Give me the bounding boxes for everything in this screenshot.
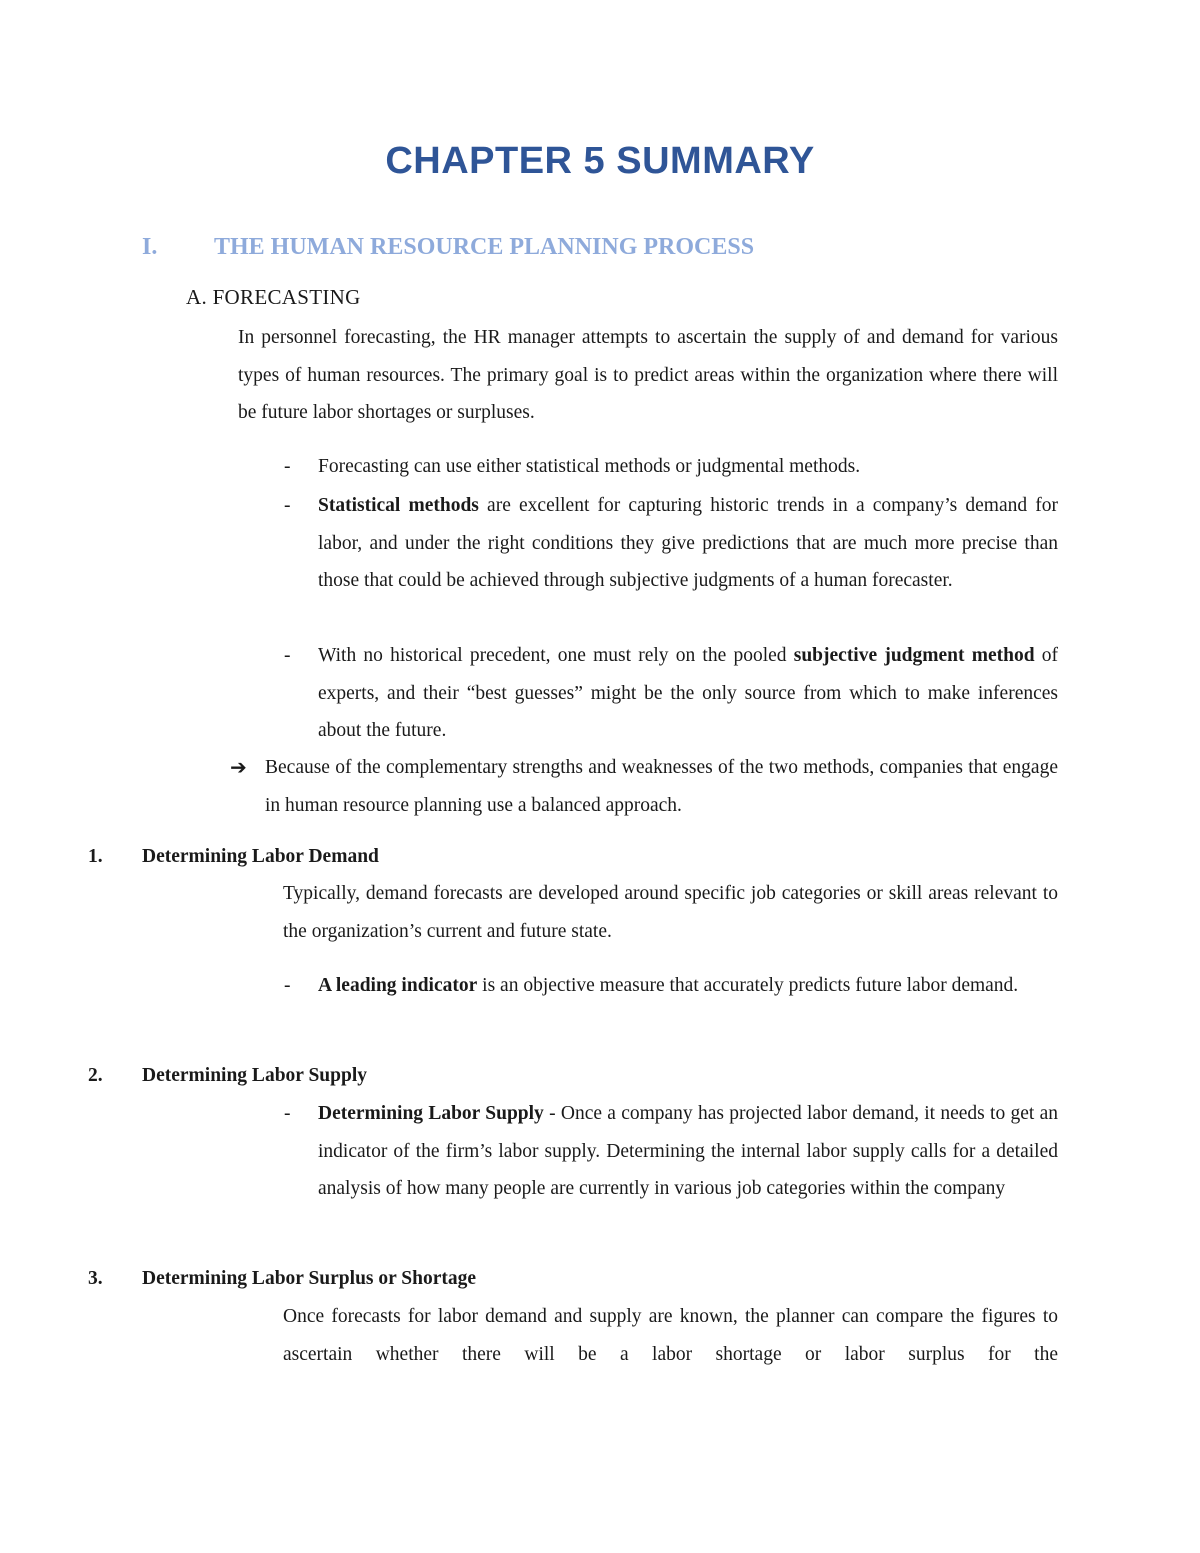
bullet-dash: - — [284, 645, 291, 666]
section-heading-text: THE HUMAN RESOURCE PLANNING PROCESS — [214, 234, 755, 260]
item-paragraph: Typically, demand forecasts are developed around specific job categories or skill areas relevant to the organization’s current and future state. — [283, 883, 1058, 942]
item-heading-text: Determining Labor Demand — [142, 846, 379, 867]
page-title: CHAPTER 5 SUMMARY — [385, 140, 815, 182]
bullet-bold-term: Statistical methods — [318, 495, 479, 516]
item-bullet — [284, 1095, 1058, 1208]
numbered-heading — [88, 1065, 367, 1087]
numbered-heading — [88, 846, 379, 868]
item-bullet — [284, 967, 1058, 1005]
item-number: 2. — [88, 1065, 103, 1086]
forecasting-bullet — [284, 448, 1058, 486]
item-number: 1. — [88, 846, 103, 867]
bullet-dash: - — [284, 495, 291, 516]
bullet-bold-term: Determining Labor Supply — [318, 1103, 544, 1124]
item-number: 3. — [88, 1268, 103, 1289]
numbered-heading — [88, 1268, 476, 1290]
bullet-text: Forecasting can use either statistical methods or judgmental methods. — [318, 456, 861, 477]
item-heading-text: Determining Labor Supply — [142, 1065, 368, 1086]
section-heading — [142, 234, 754, 261]
bullet-dash: - — [284, 456, 291, 477]
forecasting-bullet — [284, 487, 1058, 600]
bullet-bold-term: A leading indicator — [318, 975, 478, 996]
bullet-text: Statistical methods are excellent for capturing historic trends in a company’s demand for labor, and under the right conditions they give predictions that are much more precise than those that could be achieved through subjective judgments of a human forecaster. — [318, 495, 1058, 591]
forecasting-bullet — [284, 637, 1058, 750]
bullet-dash: - — [284, 1103, 291, 1124]
bullet-dash: - — [284, 975, 291, 996]
item-paragraph: Once forecasts for labor demand and supply are known, the planner can compare the figures to ascertain whether there will be a labor shortage or labor surplus for the — [283, 1306, 1058, 1365]
conclusion-text: Because of the complementary strengths and weaknesses of the two methods, companies that engage in human resource planning use a balanced approach. — [265, 757, 1058, 816]
section-number: I. — [142, 234, 158, 260]
forecasting-heading: A. FORECASTING — [186, 285, 361, 309]
bullet-text: With no historical precedent, one must rely on the pooled subjective judgment method of experts, and their “best guesses” might be the only source from which to make inferences about the future. — [318, 645, 1058, 741]
bullet-bold-term: subjective judgment method — [793, 645, 1035, 666]
item-heading-text: Determining Labor Surplus or Shortage — [142, 1268, 477, 1289]
conclusion-arrow-item — [230, 749, 1058, 824]
bullet-text: A leading indicator is an objective measure that accurately predicts future labor demand. — [318, 975, 1019, 996]
forecasting-paragraph: In personnel forecasting, the HR manager attempts to ascertain the supply of and demand for various types of human resources. The primary goal is to predict areas within the organization where there will be future labor shortages or surpluses. — [238, 327, 1058, 423]
bullet-text: Determining Labor Supply - Once a company has projected labor demand, it needs to get an indicator of the firm’s labor supply. Determining the internal labor supply calls for a detailed analysis of how many people are currently in various job categories within the company — [318, 1103, 1058, 1199]
right-arrow-icon: ➔ — [230, 755, 247, 779]
